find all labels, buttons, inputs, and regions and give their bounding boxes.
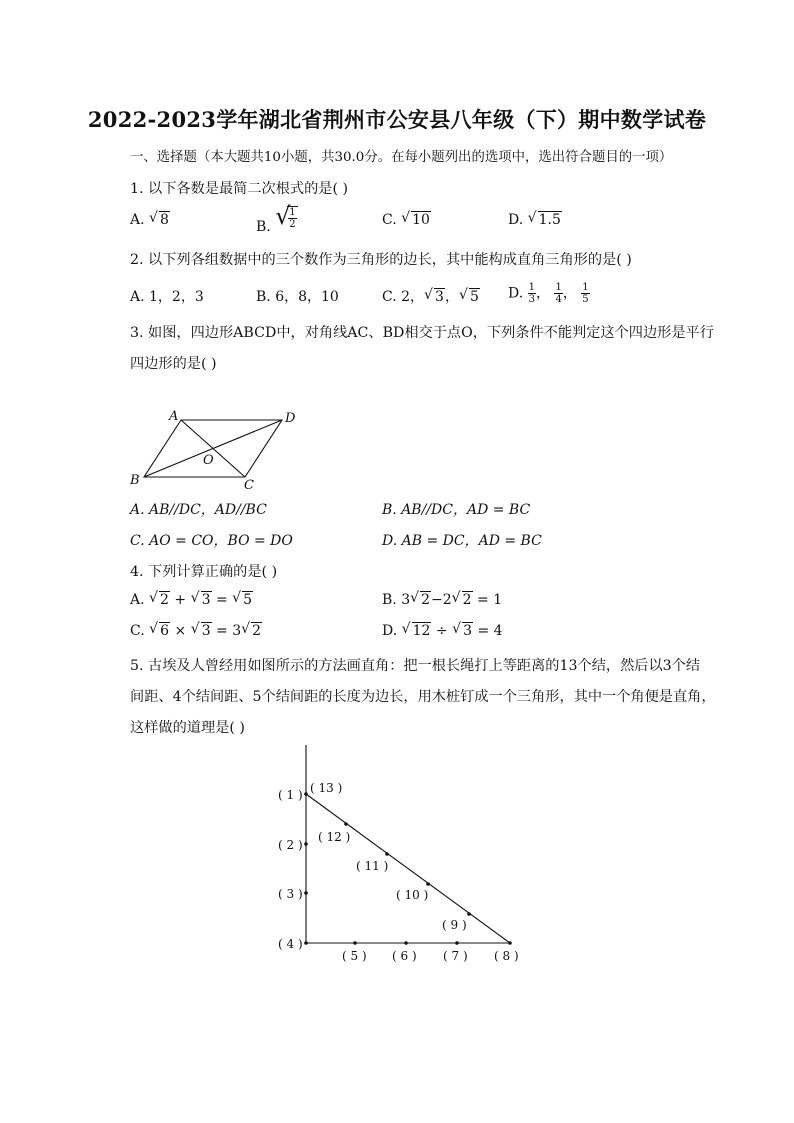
fraction-denominator: 5 xyxy=(582,294,589,305)
radicand: 12 xyxy=(412,623,431,639)
knot-dot xyxy=(385,852,389,856)
question-3-stem-line-2: 四边形的是( ) xyxy=(130,356,217,372)
knot-label-4: ( 4 ) xyxy=(278,937,303,951)
q4-option-b-label: B. 3 xyxy=(382,592,411,608)
q1-option-c-label: C. xyxy=(382,212,397,228)
parallelogram-figure xyxy=(124,404,314,494)
sqrt-symbol: √ 3 xyxy=(424,287,444,305)
sqrt-symbol: √ 8 xyxy=(149,210,169,228)
center-label-o: O xyxy=(203,453,214,468)
knot-dot xyxy=(404,941,408,945)
knot-dot xyxy=(508,941,512,945)
sqrt-symbol: √ 3 xyxy=(452,621,473,639)
fraction-numerator: 1 xyxy=(582,282,589,293)
sqrt-symbol: √ 2 xyxy=(241,621,262,639)
q2-option-a: A. 1，2，3 xyxy=(130,289,204,305)
question-5-stem-line-2: 间距、4个结间距、5个结间距的长度为边长，用木桩钉成一个三角形，其中一个角便是直角， xyxy=(130,689,716,705)
q2-option-b: B. 6，8，10 xyxy=(256,289,339,305)
sqrt-symbol: √ 5 xyxy=(232,590,253,608)
fraction-numerator: 1 xyxy=(555,282,562,293)
hypotenuse xyxy=(306,794,510,943)
radicand: 5 xyxy=(243,592,253,608)
sqrt-symbol: √ 2 xyxy=(410,590,431,608)
q1-option-d xyxy=(508,212,562,228)
sqrt-symbol: √ 1.5 xyxy=(527,210,561,228)
q3-option-a: A. AB//DC，AD//BC xyxy=(130,502,267,518)
q2-option-c-label: C. 2， xyxy=(382,289,425,305)
knot-dot xyxy=(304,792,308,796)
knot-label-1: ( 1 ) xyxy=(278,788,303,802)
q2-option-c-root-1: 3 xyxy=(435,289,444,305)
vertex-label-d: D xyxy=(285,411,296,426)
knot-label-13: ( 13 ) xyxy=(310,781,343,795)
equals: = 3 xyxy=(211,623,242,639)
radicand: 2 xyxy=(252,623,262,639)
knot-dot xyxy=(455,941,459,945)
knot-label-5: ( 5 ) xyxy=(342,949,367,963)
vertex-label-a: A xyxy=(169,409,179,424)
q3-option-c: C. AO = CO，BO = DO xyxy=(130,533,293,549)
q4-option-c xyxy=(130,623,262,639)
q4-option-b xyxy=(382,592,502,608)
equals: = xyxy=(211,592,233,608)
knot-label-8: ( 8 ) xyxy=(494,949,519,963)
operator: −2 xyxy=(431,592,452,608)
knot-label-7: ( 7 ) xyxy=(443,949,468,963)
knot-label-3: ( 3 ) xyxy=(278,887,303,901)
q4-option-d-label: D. xyxy=(382,623,398,639)
q1-option-d-label: D. xyxy=(508,212,524,228)
question-4-stem: 4. 下列计算正确的是( ) xyxy=(130,564,278,580)
q1-option-a xyxy=(130,212,170,228)
equals: = 4 xyxy=(473,623,503,639)
sqrt-symbol: √ 3 xyxy=(190,621,211,639)
vertex-label-b: B xyxy=(130,473,140,488)
sqrt-symbol: √ 2 xyxy=(451,590,472,608)
sqrt-symbol: √ 10 xyxy=(401,210,430,228)
knot-dot xyxy=(467,912,471,916)
q1-option-a-value: 8 xyxy=(160,212,169,228)
page-title: 2022-2023学年湖北省荆州市公安县八年级（下）期中数学试卷 xyxy=(87,107,707,132)
knot-label-11: ( 11 ) xyxy=(356,859,389,873)
fraction-denominator: 3 xyxy=(528,294,536,305)
sqrt-symbol: √ 5 xyxy=(458,287,479,305)
fraction-numerator: 1 xyxy=(528,282,536,293)
separator: ， xyxy=(562,285,577,302)
q2-option-c xyxy=(382,286,480,306)
knot-label-10: ( 10 ) xyxy=(396,888,429,902)
q2-option-d-fraction-1 xyxy=(528,282,536,305)
knot-label-12: ( 12 ) xyxy=(318,830,351,844)
q4-option-d xyxy=(382,623,503,639)
q2-option-d-fraction-2 xyxy=(554,282,562,305)
operator: ÷ xyxy=(431,623,453,639)
q1-option-b-label: B. xyxy=(256,218,271,235)
q2-option-d-label: D. xyxy=(508,285,524,302)
q1-option-d-value: 1.5 xyxy=(538,212,561,228)
sqrt-symbol: √ 12 xyxy=(401,621,431,639)
q3-option-d: D. AB = DC，AD = BC xyxy=(382,533,542,549)
knot-label-9: ( 9 ) xyxy=(442,918,467,932)
q1-option-c xyxy=(382,212,431,228)
q3-option-b: B. AB//DC，AD = BC xyxy=(382,502,531,518)
fraction-numerator: 1 xyxy=(289,207,296,218)
sqrt-symbol: √ 6 xyxy=(149,621,170,639)
rope-triangle-figure xyxy=(270,740,530,972)
section-heading: 一、选择题（本大题共10小题，共30.0分。在每小题列出的选项中，选出符合题目的一项） xyxy=(130,150,673,165)
q1-option-b xyxy=(256,202,298,235)
knot-dot xyxy=(426,882,430,886)
q4-option-c-label: C. xyxy=(130,623,145,639)
knot-dot xyxy=(304,941,308,945)
q2-option-d-fraction-3 xyxy=(581,282,589,305)
question-3-stem-line-1: 3. 如图，四边形ABCD中，对角线AC、BD相交于点O，下列条件不能判定这个四边形是平行 xyxy=(130,325,714,341)
operator: × xyxy=(170,623,191,639)
knot-dot xyxy=(353,941,357,945)
q4-option-a xyxy=(130,592,253,608)
q2-option-d xyxy=(508,282,590,305)
question-5-stem-line-1: 5. 古埃及人曾经用如图所示的方法画直角：把一根长绳打上等距离的13个结，然后以3个结 xyxy=(130,658,701,674)
sqrt-symbol: √ $\frac{1}{2}$ xyxy=(275,202,296,230)
radicand: 2 xyxy=(462,592,472,608)
radicand: 6 xyxy=(160,623,170,639)
operator: + xyxy=(169,592,191,608)
diagonal-bd xyxy=(144,420,282,477)
knot-dot xyxy=(304,891,308,895)
fraction-denominator: 2 xyxy=(289,219,296,230)
radicand: 3 xyxy=(201,623,211,639)
question-2-stem: 2. 以下列各组数据中的三个数作为三角形的边长，其中能构成直角三角形的是( ) xyxy=(130,252,632,268)
q4-option-a-label: A. xyxy=(130,592,145,608)
sqrt-symbol: √ 2 xyxy=(149,590,169,608)
radicand: 2 xyxy=(421,592,431,608)
knot-label-2: ( 2 ) xyxy=(278,838,303,852)
sqrt-symbol: √ 3 xyxy=(190,590,211,608)
radicand: 2 xyxy=(160,592,169,608)
knot-dot xyxy=(304,842,308,846)
vertex-label-c: C xyxy=(244,478,254,493)
question-5-stem-line-3: 这样做的道理是( ) xyxy=(130,720,245,736)
separator: ， xyxy=(444,289,459,305)
q1-option-a-label: A. xyxy=(130,212,145,228)
radicand: 3 xyxy=(201,592,211,608)
radicand: 3 xyxy=(463,623,473,639)
q1-option-c-value: 10 xyxy=(412,212,430,228)
knot-label-6: ( 6 ) xyxy=(392,949,417,963)
q2-option-c-root-2: 5 xyxy=(469,289,479,305)
separator: ， xyxy=(536,285,551,302)
equals: = 1 xyxy=(472,592,503,608)
knot-dot xyxy=(344,822,348,826)
question-1-stem: 1. 以下各数是最简二次根式的是( ) xyxy=(130,181,349,197)
fraction-denominator: 4 xyxy=(555,294,562,305)
